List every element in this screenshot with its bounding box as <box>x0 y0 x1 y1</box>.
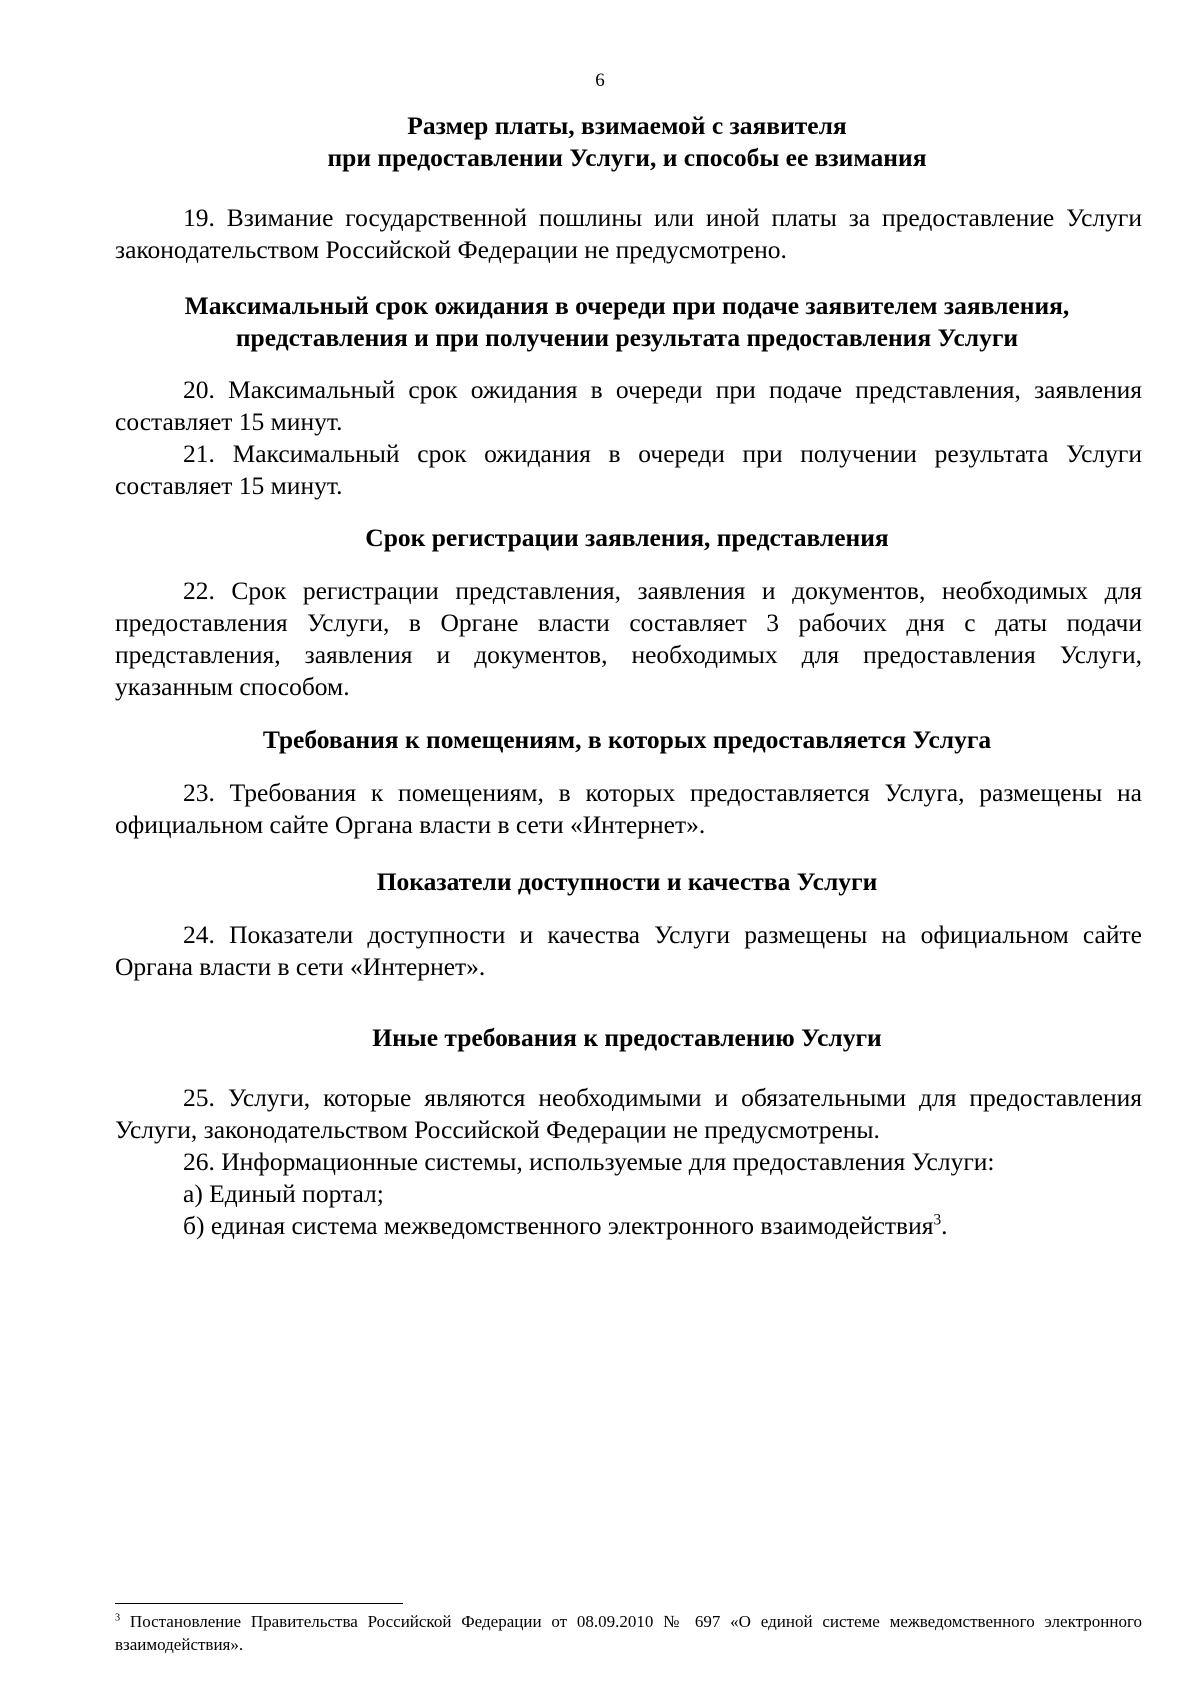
heading-line: Требования к помещениям, в которых предоставляется Услуга <box>262 725 992 754</box>
list-item-b-trailing: . <box>941 1211 948 1240</box>
section-body-premises <box>115 777 1142 841</box>
footnote <box>115 1610 1142 1656</box>
heading-line: Размер платы, взимаемой с заявителя <box>407 111 847 140</box>
footnote-divider <box>115 1603 403 1604</box>
footnote-marker: 3 <box>115 1612 121 1624</box>
heading-line: при предоставлении Услуги, и способы ее взимания <box>327 143 927 172</box>
heading-line: представления и при получении результата предоставления Услуги <box>235 323 1019 352</box>
list-item-b-text: б) единая система межведомственного электронного взаимодействия <box>183 1211 934 1240</box>
section-body-quality <box>115 919 1142 983</box>
section-body-registration <box>115 575 1142 703</box>
paragraph-23: 23. Требования к помещениям, в которых предоставляется Услуга, размещены на официальном сайте Органа власти в сети «Интернет». <box>115 778 1142 839</box>
heading-line: Показатели доступности и качества Услуги <box>376 867 878 896</box>
paragraph-21: 21. Максимальный срок ожидания в очереди при получении результата Услуги составляет 15 минут. <box>115 439 1142 500</box>
heading-line: Иные требования к предоставлению Услуги <box>372 1023 882 1052</box>
section-heading-quality <box>112 866 1142 898</box>
section-heading-queue-time <box>112 290 1142 354</box>
paragraph-26: 26. Информационные системы, используемые для предоставления Услуги: <box>183 1147 995 1176</box>
paragraph-20: 20. Максимальный срок ожидания в очереди при подаче представления, заявления составляет 15 минут. <box>115 375 1142 436</box>
page-number: 6 <box>595 70 605 91</box>
list-item-b <box>115 1210 1142 1242</box>
section-body-queue-time <box>115 374 1142 502</box>
footnote-reference: 3 <box>933 1211 942 1229</box>
section-heading-premises <box>112 724 1142 756</box>
heading-line: Максимальный срок ожидания в очереди при подаче заявителем заявления, <box>184 291 1070 320</box>
heading-line: Срок регистрации заявления, представления <box>365 523 889 552</box>
paragraph-22: 22. Срок регистрации представления, заявления и документов, необходимых для предоставления Услуги, в Органе власти составляет 3 рабочих дня с даты подачи представления, заявления и документов, необходимых для предоставления Услуги, указанным способом. <box>115 576 1142 701</box>
footnote-text: Постановление Правительства Российской Федерации от 08.09.2010 № 697 «О единой системе межведомственного электронного взаимодействия». <box>115 1612 1142 1654</box>
section-body-other-requirements <box>115 1082 1142 1242</box>
section-body-fee <box>115 202 1142 266</box>
paragraph-19: 19. Взимание государственной пошлины или иной платы за предоставление Услуги законодательством Российской Федерации не предусмотрено. <box>115 203 1142 264</box>
paragraph-25: 25. Услуги, которые являются необходимыми и обязательными для предоставления Услуги, законодательством Российской Федерации не предусмотрены. <box>115 1083 1142 1144</box>
section-heading-fee <box>112 110 1142 174</box>
section-heading-other-requirements <box>112 1022 1142 1054</box>
list-item-a: а) Единый портал; <box>183 1179 384 1208</box>
paragraph-24: 24. Показатели доступности и качества Услуги размещены на официальном сайте Органа власти в сети «Интернет». <box>115 920 1142 981</box>
section-heading-registration <box>112 522 1142 554</box>
